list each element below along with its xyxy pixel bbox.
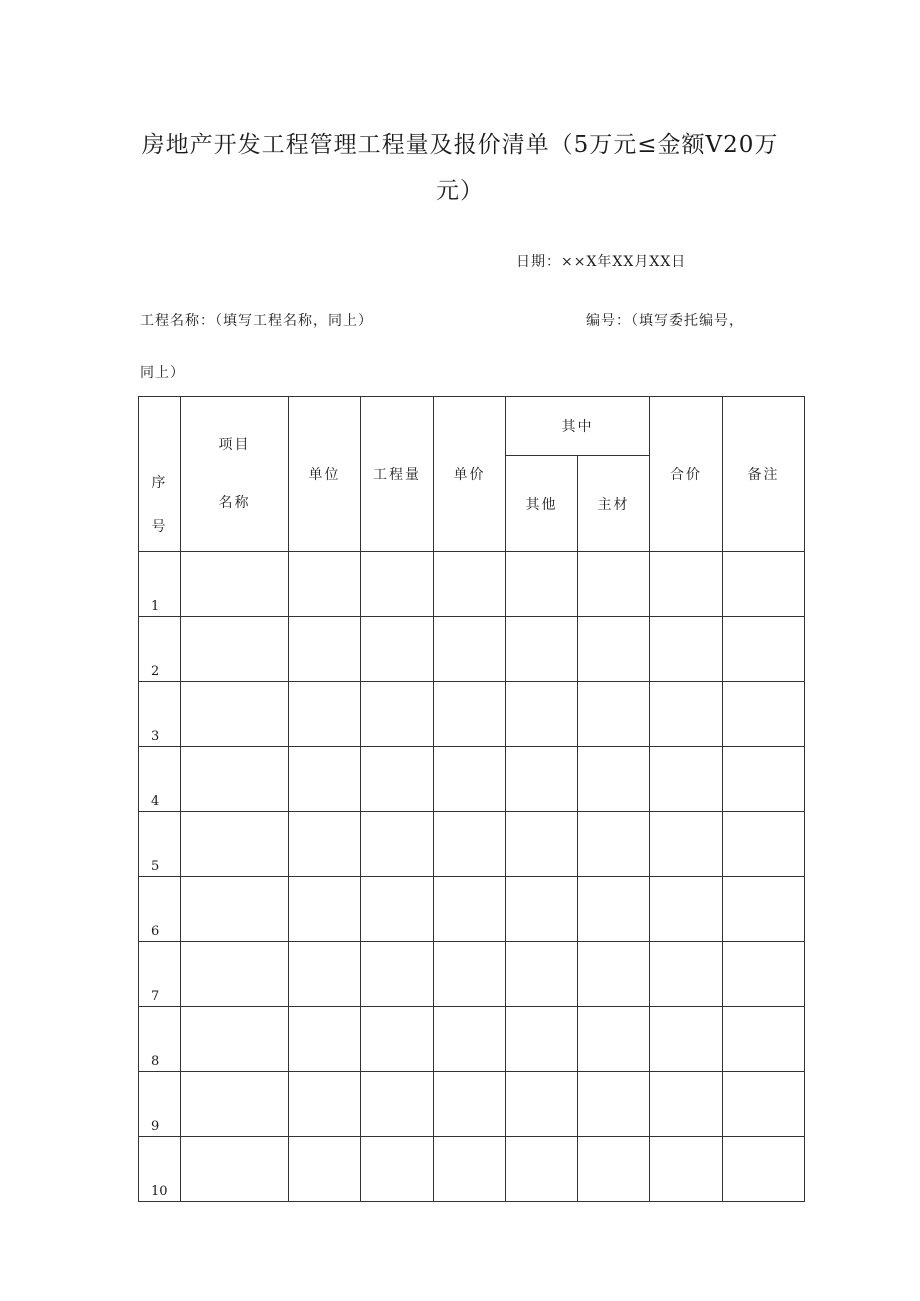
empty-cell[interactable] [650, 812, 723, 877]
header-item-name-line1: 项目 [218, 437, 251, 453]
document-title: 房地产开发工程管理工程量及报价清单（5万元≤金额V20万元） [141, 132, 779, 204]
empty-cell[interactable] [289, 682, 361, 747]
header-item-name [181, 397, 289, 552]
empty-cell[interactable] [650, 552, 723, 617]
row-seq: 10 [139, 1137, 181, 1202]
quote-table [138, 396, 805, 1202]
empty-cell[interactable] [289, 1137, 361, 1202]
table-row [139, 747, 805, 812]
empty-cell[interactable] [289, 552, 361, 617]
empty-cell[interactable] [289, 1007, 361, 1072]
header-seq [139, 397, 181, 552]
empty-cell[interactable] [434, 812, 506, 877]
table-row [139, 617, 805, 682]
row-seq: 1 [139, 552, 181, 617]
empty-cell[interactable] [650, 747, 723, 812]
header-total: 合价 [650, 397, 723, 552]
empty-cell[interactable] [506, 1137, 578, 1202]
empty-cell[interactable] [361, 812, 434, 877]
header-main-material: 主材 [578, 456, 650, 552]
empty-cell[interactable] [723, 942, 805, 1007]
empty-cell[interactable] [434, 1137, 506, 1202]
date-line: 日期：××X年XX月XX日 [516, 254, 687, 270]
empty-cell[interactable] [361, 617, 434, 682]
header-other: 其他 [506, 456, 578, 552]
empty-cell[interactable] [506, 942, 578, 1007]
empty-cell[interactable] [723, 1137, 805, 1202]
row-seq: 4 [139, 747, 181, 812]
header-remark: 备注 [723, 397, 805, 552]
empty-cell[interactable] [650, 1137, 723, 1202]
empty-cell[interactable] [434, 552, 506, 617]
table-row [139, 1007, 805, 1072]
empty-cell[interactable] [361, 747, 434, 812]
empty-cell[interactable] [723, 1072, 805, 1137]
empty-cell[interactable] [578, 617, 650, 682]
empty-cell[interactable] [506, 747, 578, 812]
row-seq: 3 [139, 682, 181, 747]
table-body [139, 552, 805, 1202]
empty-cell[interactable] [578, 552, 650, 617]
number-line-continuation: 同上） [140, 365, 185, 381]
empty-cell[interactable] [506, 1072, 578, 1137]
empty-cell[interactable] [181, 747, 289, 812]
empty-cell[interactable] [578, 682, 650, 747]
row-seq: 2 [139, 617, 181, 682]
empty-cell[interactable] [723, 877, 805, 942]
empty-cell[interactable] [361, 1007, 434, 1072]
row-seq: 9 [139, 1072, 181, 1137]
empty-cell[interactable] [289, 617, 361, 682]
empty-cell[interactable] [181, 812, 289, 877]
table-row [139, 812, 805, 877]
table-row [139, 942, 805, 1007]
empty-cell[interactable] [506, 552, 578, 617]
empty-cell[interactable] [434, 617, 506, 682]
empty-cell[interactable] [434, 682, 506, 747]
empty-cell[interactable] [578, 1007, 650, 1072]
empty-cell[interactable] [650, 617, 723, 682]
empty-cell[interactable] [289, 1072, 361, 1137]
empty-cell[interactable] [434, 747, 506, 812]
empty-cell[interactable] [181, 682, 289, 747]
empty-cell[interactable] [723, 617, 805, 682]
row-seq: 5 [139, 812, 181, 877]
table-row [139, 552, 805, 617]
empty-cell[interactable] [289, 942, 361, 1007]
empty-cell[interactable] [650, 1072, 723, 1137]
empty-cell[interactable] [361, 682, 434, 747]
empty-cell[interactable] [289, 877, 361, 942]
empty-cell[interactable] [723, 812, 805, 877]
empty-cell[interactable] [434, 1072, 506, 1137]
empty-cell[interactable] [434, 1007, 506, 1072]
empty-cell[interactable] [578, 1137, 650, 1202]
empty-cell[interactable] [434, 942, 506, 1007]
empty-cell[interactable] [181, 1072, 289, 1137]
empty-cell[interactable] [181, 1007, 289, 1072]
empty-cell[interactable] [650, 942, 723, 1007]
empty-cell[interactable] [181, 877, 289, 942]
empty-cell[interactable] [289, 812, 361, 877]
empty-cell[interactable] [578, 942, 650, 1007]
project-name-line: 工程名称：（填写工程名称，同上） [140, 313, 373, 329]
row-seq: 8 [139, 1007, 181, 1072]
table-row [139, 877, 805, 942]
empty-cell[interactable] [506, 617, 578, 682]
header-quantity: 工程量 [361, 397, 434, 552]
header-seq-line2: 号 [151, 519, 168, 535]
table-row [139, 682, 805, 747]
empty-cell[interactable] [181, 942, 289, 1007]
empty-cell[interactable] [723, 552, 805, 617]
row-seq: 6 [139, 877, 181, 942]
empty-cell[interactable] [650, 682, 723, 747]
empty-cell[interactable] [650, 1007, 723, 1072]
header-unit-price: 单价 [434, 397, 506, 552]
empty-cell[interactable] [578, 877, 650, 942]
empty-cell[interactable] [361, 1072, 434, 1137]
empty-cell[interactable] [361, 552, 434, 617]
empty-cell[interactable] [506, 877, 578, 942]
empty-cell[interactable] [181, 552, 289, 617]
empty-cell[interactable] [506, 812, 578, 877]
empty-cell[interactable] [578, 747, 650, 812]
header-unit: 单位 [289, 397, 361, 552]
empty-cell[interactable] [723, 1007, 805, 1072]
empty-cell[interactable] [434, 877, 506, 942]
table-row [139, 1072, 805, 1137]
empty-cell[interactable] [181, 617, 289, 682]
empty-cell[interactable] [506, 682, 578, 747]
empty-cell[interactable] [650, 877, 723, 942]
empty-cell[interactable] [289, 747, 361, 812]
empty-cell[interactable] [361, 1137, 434, 1202]
header-item-name-line2: 名称 [218, 495, 251, 511]
header-among: 其中 [506, 397, 650, 456]
empty-cell[interactable] [361, 942, 434, 1007]
table-row [139, 1137, 805, 1202]
header-seq-line1: 序 [151, 475, 168, 491]
number-line: 编号：（填写委托编号， [586, 313, 744, 329]
empty-cell[interactable] [723, 682, 805, 747]
row-seq: 7 [139, 942, 181, 1007]
empty-cell[interactable] [578, 812, 650, 877]
empty-cell[interactable] [723, 747, 805, 812]
empty-cell[interactable] [181, 1137, 289, 1202]
empty-cell[interactable] [578, 1072, 650, 1137]
empty-cell[interactable] [361, 877, 434, 942]
empty-cell[interactable] [506, 1007, 578, 1072]
